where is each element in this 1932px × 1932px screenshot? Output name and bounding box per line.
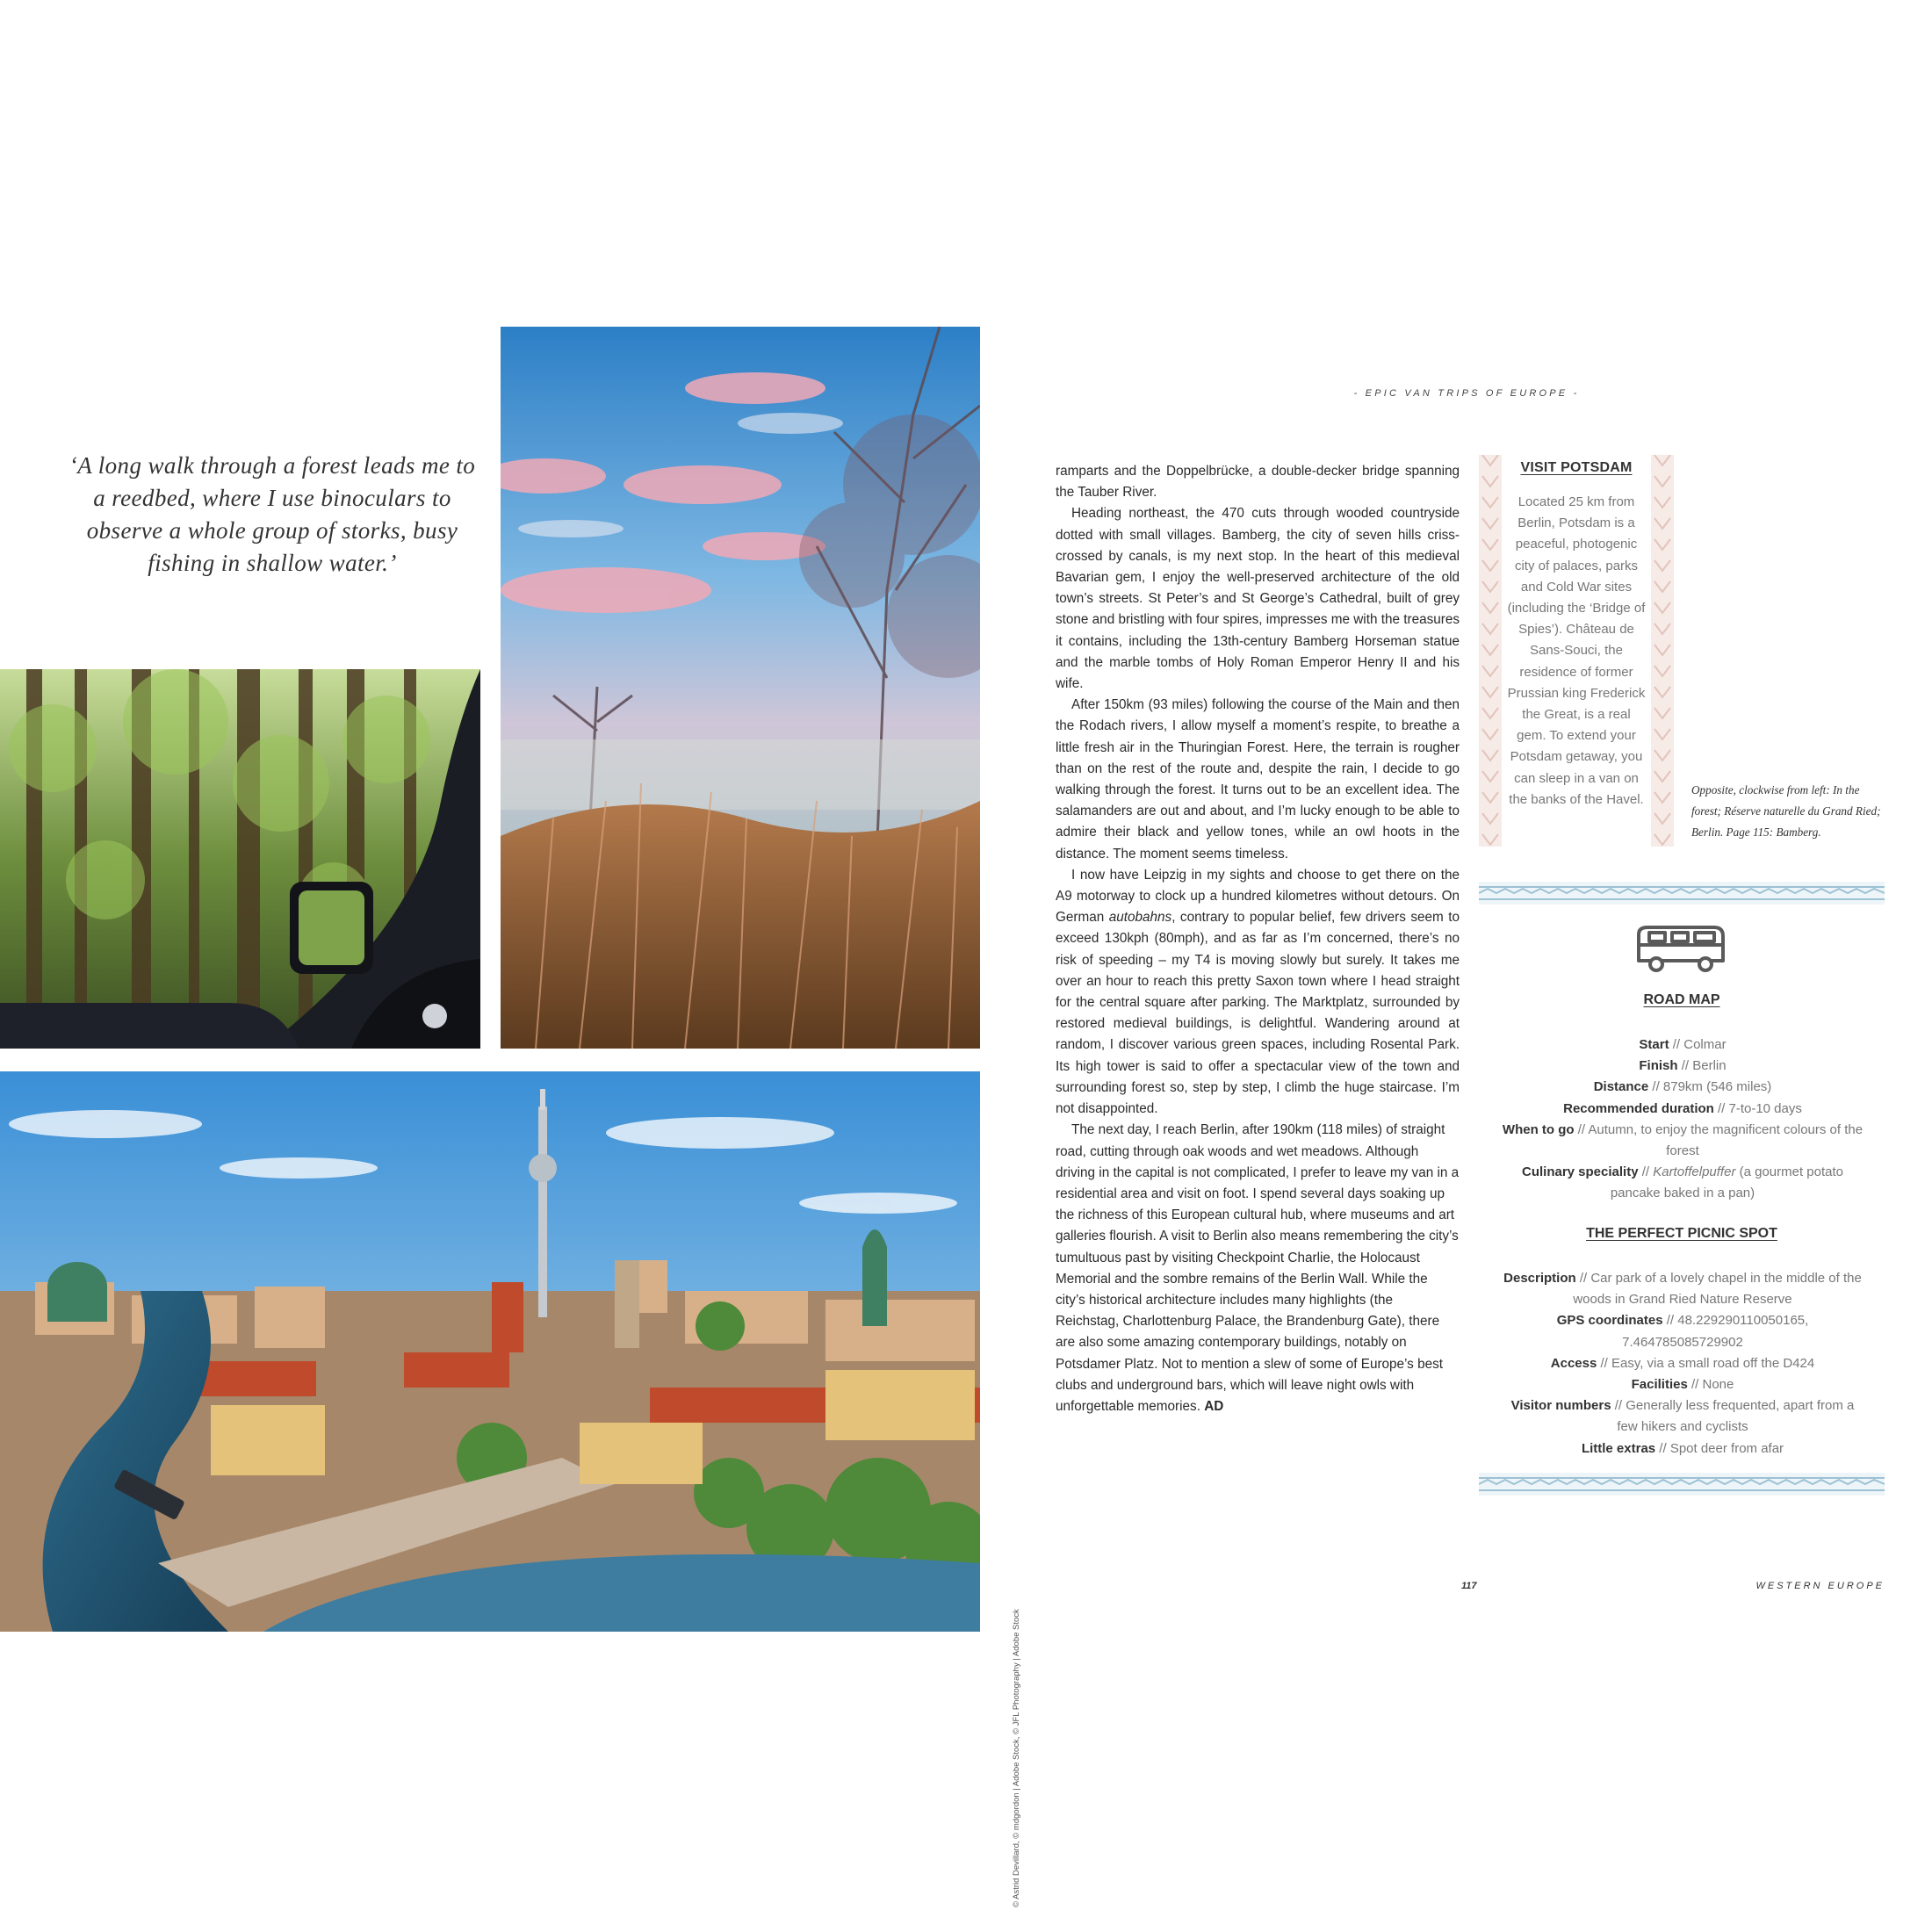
picnic-spot-value: 48.229290110050165, 7.464785085729902 [1622,1313,1809,1350]
body-text-span: I now have Leipzig in my sights and choose to get there on the A9 motorway to clock up a hundred kilometres without detours. On German [1056,867,1460,926]
road-map-item [1500,1056,1865,1077]
road-map-label: Recommended duration [1563,1100,1714,1116]
road-map-item [1500,1120,1865,1162]
road-map-value: Colmar [1683,1037,1727,1052]
picnic-spot-item [1500,1374,1865,1395]
picnic-spot-item [1500,1438,1865,1460]
visit-potsdam-sidebar [1479,455,1674,847]
road-map-label: When to go [1502,1121,1575,1137]
picnic-spot-item [1500,1310,1865,1352]
road-map-value: (a gourmet potato pancake baked in a pan) [1610,1164,1844,1201]
visit-potsdam-text: Located 25 km from Berlin, Potsdam is a peaceful, photogenic city of palaces, parks and Cold War sites (including the ‘Bridge of Spies’). Château de Sans-Souci, the residence of former Prussian king Frederick the Great, is a real gem. To extend your Potsdam getaway, you can sleep in a van on the banks of the Havel. [1507,494,1646,807]
picnic-spot-separator: // [1597,1355,1611,1371]
pink-pattern-border-right [1651,455,1674,847]
visit-potsdam-content [1507,460,1646,811]
picnic-spot-value: Generally less frequented, apart from a few hikers and cyclists [1617,1398,1855,1435]
picnic-spot-value: Easy, via a small road off the D424 [1611,1355,1815,1371]
berlin-skyline-spree-photo [0,1071,980,1632]
road-map-separator: // [1638,1164,1654,1180]
road-map-value: Autumn, to enjoy the magnificent colours of the forest [1588,1121,1864,1159]
road-map-separator: // [1669,1037,1684,1052]
body-paragraph [1056,1120,1460,1417]
picnic-spot-separator: // [1662,1313,1678,1329]
picnic-spot-title: THE PERFECT PICNIC SPOT [1586,1226,1777,1241]
photo-caption: Opposite, clockwise from left: In the forest; Réserve naturelle du Grand Ried; Berlin. Page 115: Bamberg. [1691,783,1881,839]
picnic-spot-value: None [1702,1377,1734,1393]
body-text-span: , contrary to popular belief, few drivers seem to exceed 130kph (80mph), and as far as I’m concerned, there’s no risk of speeding – my T4 is moving slowly but surely. It takes me over an hour to reach this pretty Saxon town where I head straight for the central square after parking. The Marktplatz, surrounded by restored medieval buildings, is delightful. Wandering around at random, I discover various green spaces, including Rosental Park. Its high tower is said to offer a spectacular view of the town and surrounding forest so, step by step, I climb the huge staircase. I’m not disappointed. [1056,910,1460,1117]
picnic-spot-separator: // [1687,1377,1703,1393]
road-map-label: Finish [1639,1058,1678,1074]
picnic-spot-label: GPS coordinates [1556,1313,1663,1329]
article-body [1056,461,1460,1417]
forest-through-van-window-photo [0,669,480,1049]
body-paragraph [1056,865,1460,1120]
visit-potsdam-title: VISIT POTSDAM [1520,460,1633,475]
road-map-separator: // [1574,1121,1589,1137]
picnic-spot-label: Little extras [1581,1440,1656,1456]
body-paragraph: After 150km (93 miles) following the course of the Main and then the Rodach rivers, I allow myself a moment’s respite, to breathe a little fresh air in the Thuringian Forest. Here, the terrain is rougher than on the rest of the route and, despite the rain, I decide to go walking through the forest. It turns out to be an excellent idea. The salamanders are out and about, and I’m lucky enough to be able to admire their black and yellow tones, while an owl hoots in the distance. The moment seems timeless. [1056,697,1460,861]
picnic-spot-label: Description [1503,1271,1576,1286]
road-map-separator: // [1677,1058,1693,1074]
picnic-spot-separator: // [1611,1398,1626,1414]
pull-quote: ‘A long walk through a forest leads me to a reedbed, where I use binoculars to observe a whole group of storks, busy fishing in shallow water.’ [68,452,476,576]
road-map-value-emphasis: Kartoffelpuffer [1653,1164,1736,1180]
picnic-spot-value: Car park of a lovely chapel in the middle of the woods in Grand Ried Nature Reserve [1573,1271,1862,1308]
camper-van-icon [1633,924,1728,973]
road-map-label: Start [1639,1037,1669,1052]
section-footer: WESTERN EUROPE [1755,1581,1885,1591]
picnic-spot-item [1500,1395,1865,1438]
author-signature: AD [1204,1398,1224,1414]
road-map-item [1500,1034,1865,1056]
road-map-facts [1500,1034,1865,1205]
road-map-item [1500,1099,1865,1120]
page-number: 117 [1461,1581,1477,1591]
road-map-title: ROAD MAP [1643,992,1720,1007]
road-map-label: Distance [1593,1079,1649,1095]
blue-pattern-band-bottom [1479,1473,1885,1496]
body-paragraph: Heading northeast, the 470 cuts through wooded countryside dotted with small villages. Bamberg, the city of seven hills criss-crossed by canals, is my next stop. In the heart of this medieval Bavarian gem, I enjoy the well-preserved architecture of the old town’s streets. St Peter’s and St George’s Cathedral, built of grey stone and bristling with four spires, impresses me with the treasures it contains, including the 13th-century Bamberg Horseman statue and the marble tombs of Holy Roman Emperor Henry II and his wife. [1056,506,1460,692]
blue-pattern-band-top [1479,882,1885,905]
picnic-spot-label: Visitor numbers [1510,1398,1611,1414]
picnic-spot-label: Facilities [1631,1377,1688,1393]
picnic-spot-separator: // [1575,1271,1591,1286]
body-text-span: The next day, I reach Berlin, after 190km (118 miles) of straight road, cutting through oak woods and wet meadows. Although driving in the capital is not complicated, I prefer to leave my van in a residential area and visit on foot. I spend several days soaking up the richness of this European cultural hub, where museums and art galleries flourish. A visit to Berlin also means remembering the city’s tumultuous past by visiting Checkpoint Charlie, the Holocaust Memorial and the sombre remains of the Berlin Wall. While the city’s historical architecture includes many highlights (the Reichstag, Charlottenburg Palace, the Brandenburg Gate), there are also some amazing contemporary buildings, notably on Potsdamer Platz. Not to mention a slew of some of Europe’s best clubs and underground bars, which will leave night owls with unforgettable memories. [1056,1122,1460,1414]
running-head: - EPIC VAN TRIPS OF EUROPE - [1353,388,1580,399]
road-map-item [1500,1077,1865,1098]
picnic-spot-item [1500,1268,1865,1310]
photo-credit-container [1012,1574,1026,1907]
road-map-item [1500,1162,1865,1204]
road-map-separator: // [1713,1100,1729,1116]
road-map-separator: // [1648,1079,1663,1095]
picnic-spot-value: Spot deer from afar [1669,1440,1784,1456]
road-map-value: 7-to-10 days [1728,1100,1802,1116]
picnic-spot-item [1500,1353,1865,1374]
picnic-spot-facts [1500,1268,1865,1460]
body-emphasis: autobahns [1108,910,1172,926]
body-paragraph: ramparts and the Doppelbrücke, a double-decker bridge spanning the Tauber River. [1056,464,1460,501]
road-map-label: Culinary speciality [1521,1164,1639,1180]
road-map-value: Berlin [1692,1058,1727,1074]
road-map-value: 879km (546 miles) [1662,1079,1772,1095]
picnic-spot-separator: // [1655,1440,1670,1456]
picnic-spot-label: Access [1550,1355,1597,1371]
photo-credit: © Astrid Devillard, © mdgordon | Adobe Stock, © JFL Photography | Adobe Stock [1012,1609,1021,1907]
pink-pattern-border-left [1479,455,1502,847]
reedbed-at-dawn-photo [501,327,980,1049]
